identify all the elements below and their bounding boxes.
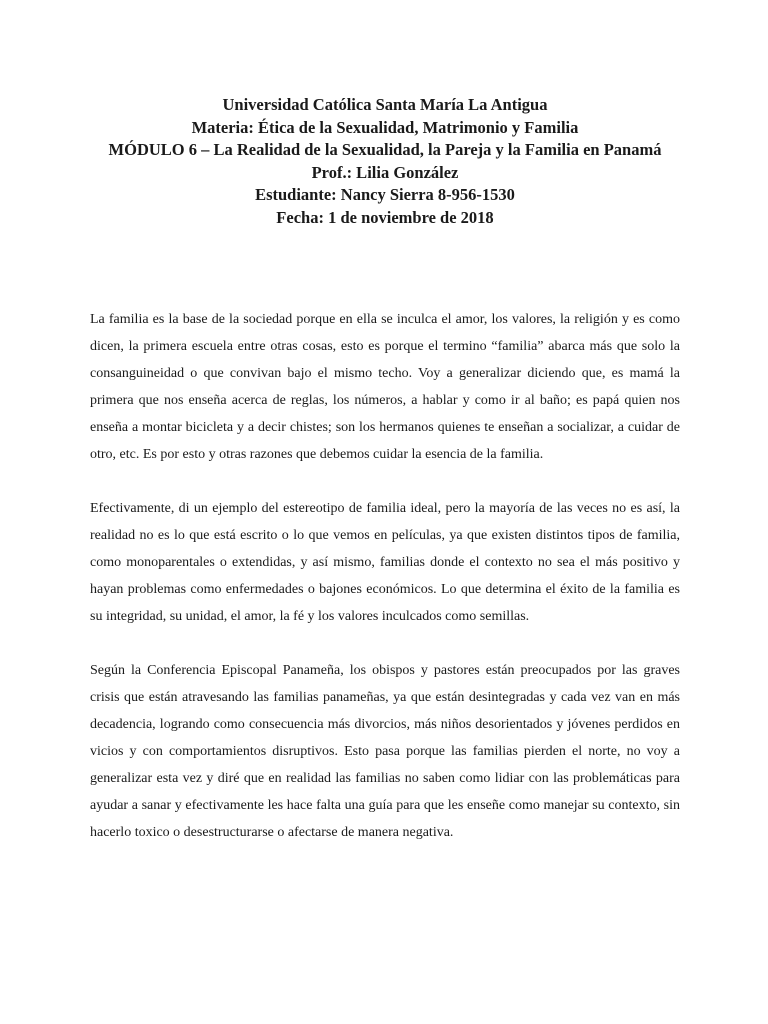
subject-line: Materia: Ética de la Sexualidad, Matrimonio y Familia xyxy=(191,117,579,137)
paragraph-1: La familia es la base de la sociedad porque en ella se inculca el amor, los valores, la religión y es como dicen, la primera escuela entre otras cosas, esto es porque el termino “familia” abarca más que solo la consanguineidad o que convivan bajo el mismo techo. Voy a generalizar diciendo que, es mamá la primera que nos enseña acerca de reglas, los números, a hablar y como ir al baño; es papá quien nos enseña a montar bicicleta y a decir chistes; son los hermanos quienes te enseñan a socializar, a cuidar de otro, etc. Es por esto y otras razones que debemos cuidar la esencia de la familia. xyxy=(90,312,680,462)
date-line: Fecha: 1 de noviembre de 2018 xyxy=(276,207,494,227)
document-body xyxy=(90,306,680,873)
paragraph-3: Según la Conferencia Episcopal Panameña, los obispos y pastores están preocupados por las graves crisis que están atravesando las familias panameñas, ya que están desintegradas y cada vez van en más decadencia, logrando como consecuencia más divorcios, más niños desorientados y jóvenes perdidos en vicios y con comportamientos disruptivos. Esto pasa porque las familias pierden el norte, no voy a generalizar esta vez y diré que en realidad las familias no saben como lidiar con las problemáticas para ayudar a sanar y efectivamente les hace falta una guía para que les enseñe como manejar su contexto, sin hacerlo toxico o desestructurarse o afectarse de manera negativa. xyxy=(90,663,680,840)
university-name: Universidad Católica Santa María La Antigua xyxy=(222,95,548,114)
professor-line: Prof.: Lilia González xyxy=(311,162,459,182)
document-header xyxy=(90,94,680,229)
module-title: MÓDULO 6 – La Realidad de la Sexualidad, la Pareja y la Familia en Panamá xyxy=(108,140,662,159)
paragraph-2: Efectivamente, di un ejemplo del estereotipo de familia ideal, pero la mayoría de las veces no es así, la realidad no es lo que está escrito o lo que vemos en películas, ya que existen distintos tipos de familia, como monoparentales o extendidas, y así mismo, familias donde el contexto no sea el más positivo y hayan problemas como enfermedades o bajones económicos. Lo que determina el éxito de la familia es su integridad, su unidad, el amor, la fé y los valores inculcados como semillas. xyxy=(90,501,680,624)
student-line: Estudiante: Nancy Sierra 8-956-1530 xyxy=(255,185,515,204)
